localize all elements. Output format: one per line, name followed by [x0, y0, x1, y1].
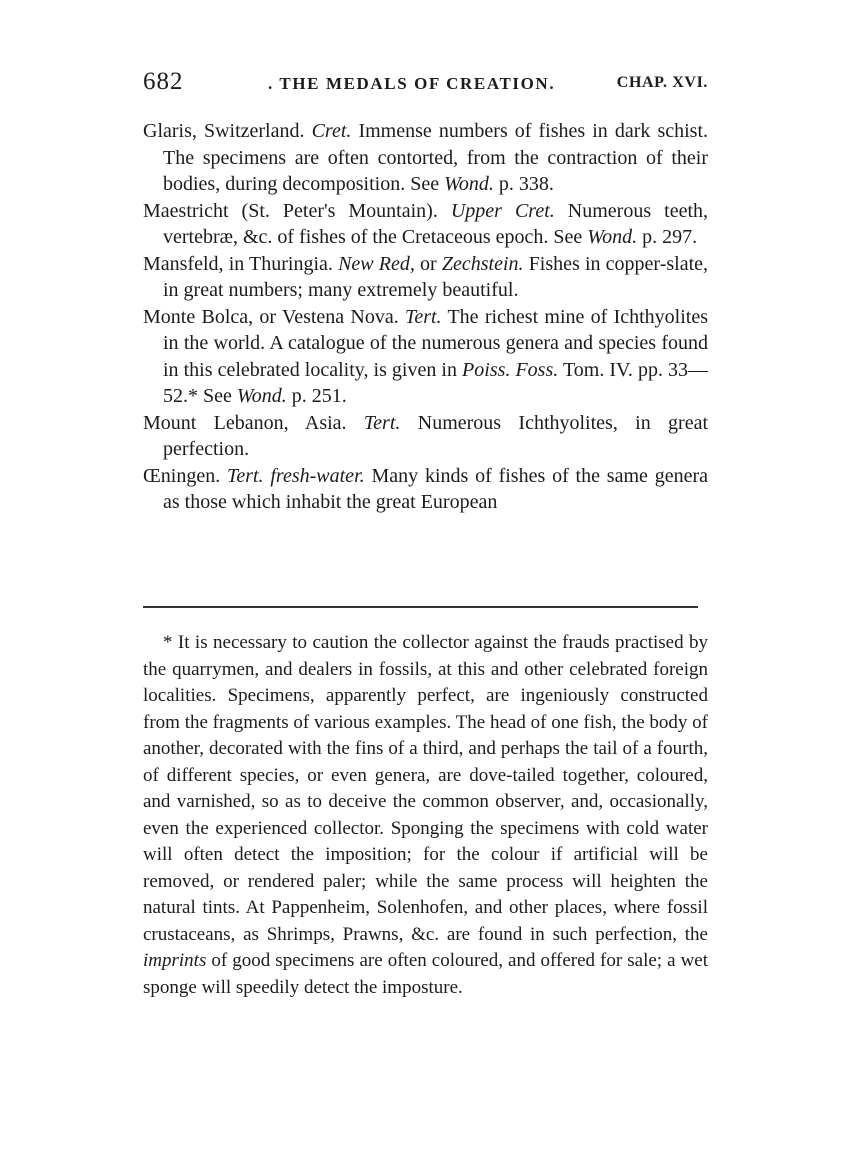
entry-glaris — [143, 118, 708, 198]
entry-stratum: Cret. — [311, 120, 352, 142]
entry-stratum: New Red, — [338, 252, 415, 275]
entry-tail: p. 251. — [291, 385, 347, 407]
entry-mid: Tom. IV. pp. 33—52.* See — [163, 358, 709, 407]
entry-place: Monte Bolca, or Vestena Nova. — [143, 305, 399, 328]
entry-place: Mount Lebanon, Asia. — [143, 411, 347, 434]
entry-stratum: Tert. — [363, 411, 401, 434]
entry-text: Numerous Ichthyolites, in great perfection. — [163, 411, 709, 460]
entry-place: Œningen. — [143, 464, 221, 487]
running-title: . THE MEDALS OF CREATION. — [268, 74, 556, 93]
footnote-text-part1: * It is necessary to caution the collector against the frauds practised by the quarrymen, and dealers in fossils, at this and other celebrated foreign localities. Specimens, apparently perfect, are ingeniously constructed from the fragments of various examples. The head of one fish, the body of another, decorated with the fins of a third, and perhaps the tail of a fourth, of different species, or even genera, are dove-tailed together, coloured, and varnished, so as to deceive the common observer, and, occasionally, even the experienced collector. Sponging the specimens with cold water will often detect the imposition; for the colour if artificial will be removed, or rendered paler; while the same process will heighten the natural tints. At Pappenheim, Solenhofen, and other places, where fossil crustaceans, as Shrimps, Prawns, &c. are found in such perfection, the — [143, 632, 708, 945]
footnote — [143, 630, 708, 1001]
entry-ref-1: Poiss. Foss. — [462, 358, 559, 381]
entry-text: The richest mine of Ichthyolites in the world. A catalogue of the numerous genera and species found in this celebrated locality, is given in — [163, 305, 709, 381]
entry-ref: Wond. — [444, 173, 494, 195]
entry-text: Many kinds of fishes of the same genera as those which inhabit the great European — [163, 464, 709, 513]
entry-mount-lebanon — [143, 410, 708, 463]
entry-maestricht — [143, 198, 708, 251]
entry-text: Fishes in copper-slate, in great numbers; many extremely beautiful. — [163, 252, 709, 301]
chapter-label: CHAP. XVI. — [616, 74, 708, 91]
entry-place: Glaris, Switzerland. — [143, 120, 305, 142]
entry-ref: Wond. — [236, 385, 287, 407]
entry-stratum: Tert. fresh-water. — [227, 464, 365, 487]
entry-stratum-2: Zechstein. — [441, 252, 524, 275]
entry-stratum: Tert. — [405, 305, 442, 328]
entry-text: Immense numbers of fishes in dark schist. The specimens are often contorted, from the contraction of their bodies, during decomposition. See — [163, 120, 709, 195]
footnote-emphasis: imprints — [143, 950, 207, 971]
entry-place: Mansfeld, in Thuringia. — [143, 252, 333, 275]
entry-tail: p. 338. — [498, 173, 554, 195]
entry-mid: or — [420, 252, 437, 275]
entry-monte-bolca — [143, 304, 708, 410]
entry-tail: p. 297. — [642, 226, 698, 248]
entry-mansfeld — [143, 251, 708, 304]
entry-text: Numerous teeth, vertebræ, &c. of fishes of the Cretaceous epoch. See — [163, 199, 708, 248]
entry-oeningen — [143, 463, 708, 516]
entry-place: Maestricht (St. Peter's Mountain). — [143, 199, 438, 222]
footnote-text-part2: of good specimens are often coloured, and offered for sale; a wet sponge will speedily detect the imposture. — [143, 950, 709, 998]
entry-stratum: Upper Cret. — [450, 199, 555, 222]
entry-ref: Wond. — [587, 226, 638, 248]
locality-list — [143, 118, 708, 516]
running-header — [143, 66, 708, 96]
footnote-divider — [143, 606, 698, 608]
page-number: 682 — [143, 68, 184, 95]
